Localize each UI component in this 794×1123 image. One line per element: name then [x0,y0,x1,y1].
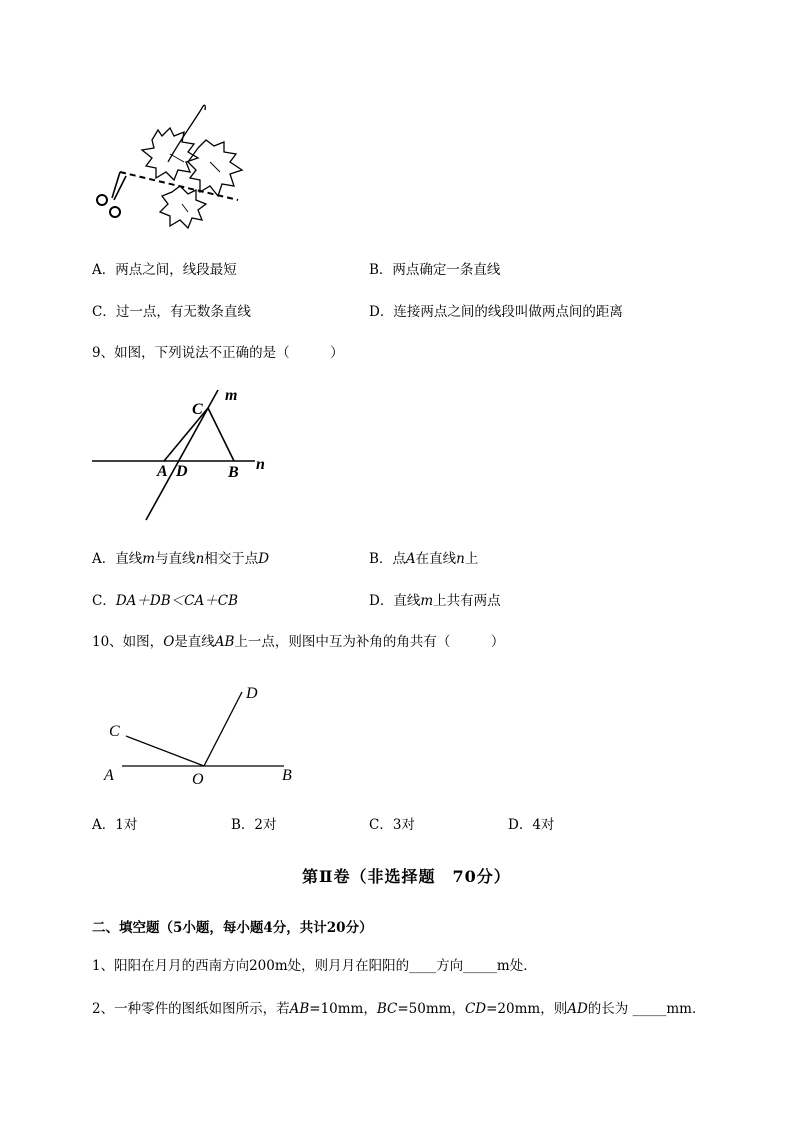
q9-option-b-text: B．点 [369,551,406,567]
q10-label-a: A [104,767,114,784]
q9-stem: 9、如图，下列说法不正确的是（ ） [92,345,344,361]
q10-stem-o: O [163,634,175,650]
q10-option-c: C．3对 [369,817,415,833]
q9-option-a-n: n [195,551,205,567]
q9-option-a-m: m [142,551,156,567]
q9-label-n: n [256,456,265,473]
q10-label-c: C [109,723,120,740]
q10-option-d: D．4对 [508,817,555,833]
q10-stem [92,633,504,651]
fill-q2-suffix: 的长为 _____mm． [587,1001,706,1017]
fill-q2-bc: BC [376,1001,398,1017]
q10-option-a: A．1对 [92,817,138,833]
q9-option-d [369,592,501,610]
q9-figure [90,382,280,524]
fill-q2-ab: AB [289,1001,310,1017]
q9-label-m: m [225,387,238,404]
q8-option-d: D．连接两点之间的线段叫做两点间的距离 [369,304,623,320]
q8-option-c: C．过一点，有无数条直线 [92,304,251,320]
fill-q1: 1、阳阳在月月的西南方向200m处，则月月在阳阳的____方向_____m处． [92,958,537,974]
fill-q2-t2: =50mm， [397,1001,465,1017]
fill-q2-t3: =20mm，则 [486,1001,568,1017]
part2-title: 第Ⅱ卷（非选择题 70分） [302,867,511,886]
q10-option-b: B．2对 [231,817,277,833]
q10-label-d: D [246,685,258,702]
q10-figure [100,682,300,792]
fill-q2 [92,1000,705,1018]
q9-option-a [92,550,269,568]
leaf-scissors-figure [90,100,260,240]
fill-q2-cd: CD [464,1001,487,1017]
q9-option-b-a: A [405,551,416,567]
q9-option-a-text: A．直线 [92,551,143,567]
q8-option-b: B．两点确定一条直线 [369,262,501,278]
q10-label-b: B [282,767,292,784]
q9-option-b-mid: 在直线 [415,551,457,567]
q9-option-c [92,592,238,610]
q9-label-b: B [228,464,239,481]
q10-stem-ab: AB [214,634,235,650]
q9-option-a-mid: 与直线 [155,551,196,567]
q9-option-b-n: n [456,551,465,567]
q9-label-d: D [176,463,188,480]
q10-label-o: O [192,771,204,788]
q9-option-b [369,550,478,568]
q8-option-a: A．两点之间，线段最短 [92,262,237,278]
q9-option-a-d: D [258,551,270,567]
q9-option-d-suffix: 上共有两点 [433,593,501,609]
fill-q2-t1: =10mm， [309,1001,377,1017]
q10-stem-suffix: 上一点，则图中互为补角的角共有（ ） [234,634,505,650]
q10-stem-mid: 是直线 [174,634,215,650]
q9-option-d-m: m [420,593,434,609]
q9-option-d-text: D．直线 [369,593,421,609]
q10-stem-prefix: 10、如图， [92,634,164,650]
q9-label-c: C [192,401,203,418]
q9-option-a-mid2: 相交于点 [204,551,259,567]
fill-q2-prefix: 2、一种零件的图纸如图所示，若 [92,1001,290,1017]
fill-q2-ad: AD [567,1001,588,1017]
fill-in-section-heading: 二、填空题（5小题，每小题4分，共计20分） [92,920,373,936]
q9-label-a: A [157,463,168,480]
q9-option-c-prefix: C． [92,593,116,609]
q9-option-c-expr: DA＋DB＜CA＋CB [115,593,238,609]
q9-option-b-suffix: 上 [464,551,479,567]
